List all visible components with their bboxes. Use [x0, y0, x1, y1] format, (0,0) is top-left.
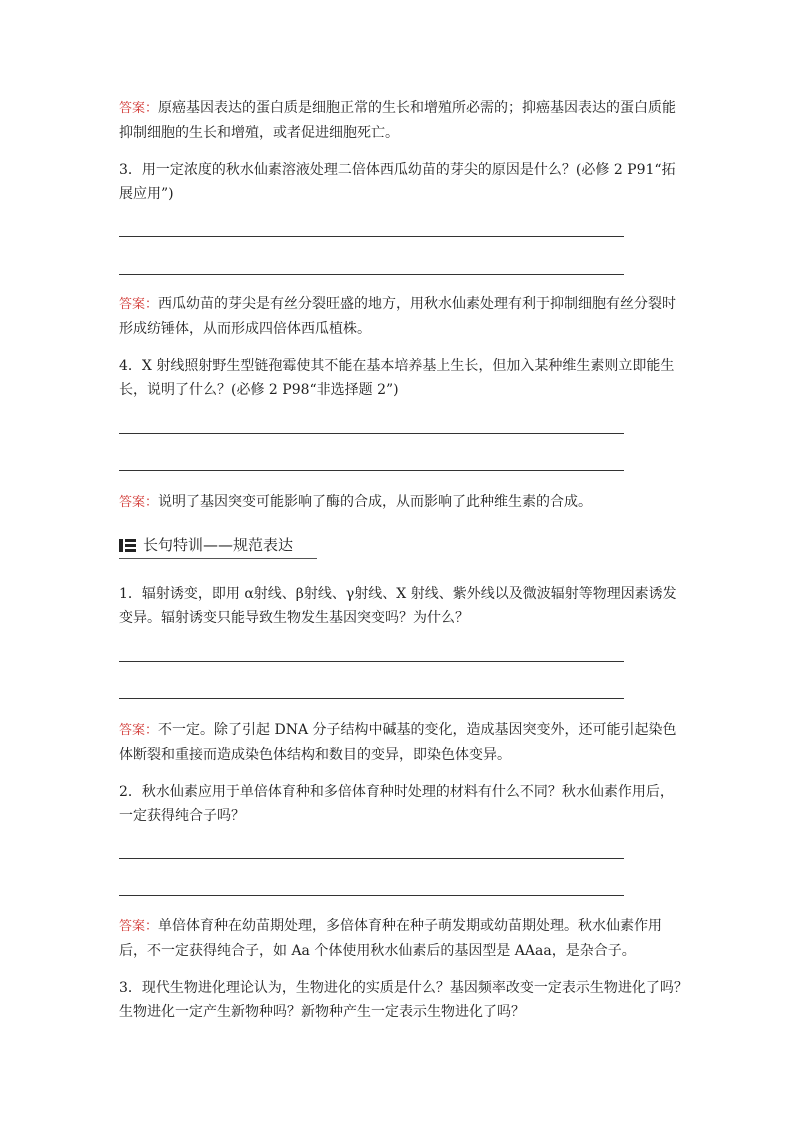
- question-text: 2．秋水仙素应用于单倍体育种和多倍体育种时处理的材料有什么不同？秋水仙素作用后，一定获得纯合子吗？: [119, 784, 674, 824]
- answer-text: 单倍体育种在幼苗期处理，多倍体育种在种子萌发期或幼苗期处理。秋水仙素作用后，不一定获得纯合子，如 Aa 个体使用秋水仙素后的基因型是 AAaa，是杂合子。: [119, 918, 663, 959]
- answer-line: [119, 698, 624, 699]
- answer-4: [119, 490, 679, 515]
- training-question-3: [119, 976, 689, 1024]
- answer-line: [119, 661, 624, 662]
- question-text: 3．用一定浓度的秋水仙素溶液处理二倍体西瓜幼苗的芽尖的原因是什么？(必修 2 P91“拓展应用”): [119, 162, 676, 202]
- answer-line: [119, 470, 624, 471]
- answer-line: [119, 895, 624, 896]
- answer-label: 答案：: [119, 723, 159, 738]
- answer-text: 不一定。除了引起 DNA 分子结构中碱基的变化，造成基因突变外，还可能引起染色体断裂和重接而造成染色体结构和数目的变异，即染色体变异。: [119, 722, 677, 763]
- answer-label: 答案：: [119, 919, 159, 934]
- training-question-2: [119, 780, 679, 828]
- question-text: 3．现代生物进化理论认为，生物进化的实质是什么？基因频率改变一定表示生物进化了吗？生物进化一定产生新物种吗？新物种产生一定表示生物进化了吗？: [119, 980, 688, 1020]
- answer-line: [119, 236, 624, 237]
- answer-line: [119, 274, 624, 275]
- training-answer-1: [119, 718, 679, 767]
- answer-prev: [119, 96, 679, 145]
- question-text: 4．X 射线照射野生型链孢霉使其不能在基本培养基上生长，但加入某种维生素则立即能生长，说明了什么？(必修 2 P98“非选择题 2”): [119, 358, 675, 398]
- answer-line: [119, 858, 624, 859]
- answer-line: [119, 433, 624, 434]
- answer-text: 原癌基因表达的蛋白质是细胞正常的生长和增殖所必需的；抑癌基因表达的蛋白质能抑制细胞的生长和增殖，或者促进细胞死亡。: [119, 100, 677, 141]
- training-question-1: [119, 582, 679, 630]
- section-heading: [119, 534, 317, 559]
- answer-label: 答案：: [119, 495, 159, 510]
- answer-text: 说明了基因突变可能影响了酶的合成，从而影响了此种维生素的合成。: [158, 494, 593, 510]
- training-answer-2: [119, 914, 679, 963]
- question-4: [119, 354, 679, 402]
- answer-3: [119, 292, 679, 341]
- question-3: [119, 158, 679, 206]
- question-text: 1．辐射诱变，即用 α射线、β射线、γ射线、X 射线、紫外线以及微波辐射等物理因素诱发变异。辐射诱变只能导致生物发生基因突变吗？为什么？: [119, 586, 677, 626]
- section-title: 长句特训——规范表达: [143, 536, 294, 554]
- section-bar-icon: [119, 539, 136, 552]
- answer-label: 答案：: [119, 101, 159, 116]
- answer-text: 西瓜幼苗的芽尖是有丝分裂旺盛的地方，用秋水仙素处理有利于抑制细胞有丝分裂时形成纺锤体，从而形成四倍体西瓜植株。: [119, 296, 677, 337]
- answer-label: 答案：: [119, 297, 159, 312]
